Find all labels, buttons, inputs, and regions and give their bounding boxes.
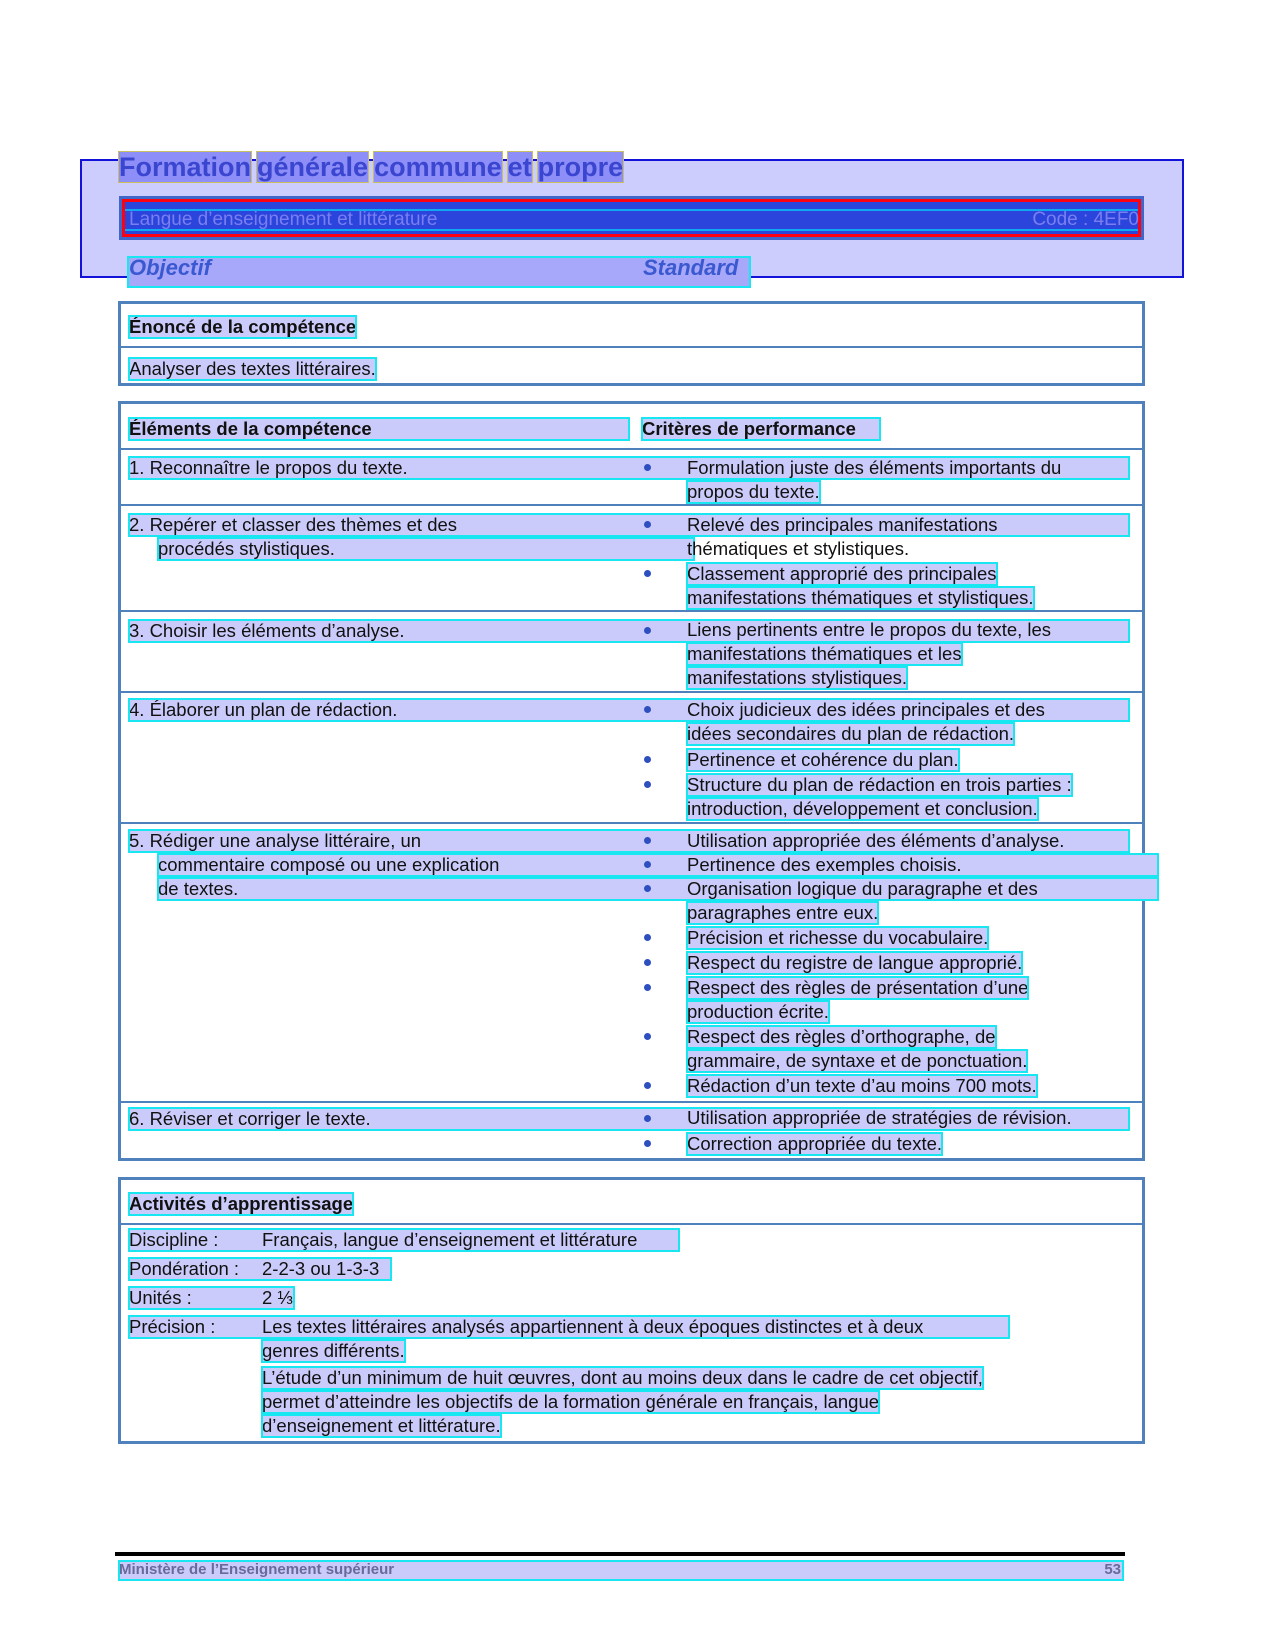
precision-text: L’étude d’un minimum de huit œuvres, dont au moins deux dans le cadre de cet objectif,	[262, 1367, 983, 1388]
criterion: Formulation juste des éléments importants du	[687, 457, 1062, 478]
criterion: Liens pertinents entre le propos du texte, les	[687, 619, 1052, 640]
units-value: 2 ⅓	[262, 1287, 293, 1308]
criterion: Structure du plan de rédaction en trois parties :	[687, 774, 1072, 795]
bullet-icon	[644, 1082, 651, 1089]
divider	[121, 448, 1142, 450]
bullet-icon	[644, 959, 651, 966]
precision-text: genres différents.	[262, 1340, 405, 1361]
units-label: Unités :	[129, 1287, 192, 1308]
footer	[119, 1561, 1123, 1580]
title-word: commune	[374, 152, 502, 182]
units-row	[129, 1287, 294, 1309]
bullet-icon	[644, 984, 651, 991]
element-2-cont: procédés stylistiques.	[158, 538, 694, 560]
discipline-value: Français, langue d’enseignement et littérature	[262, 1229, 638, 1250]
precision-text: d’enseignement et littérature.	[262, 1415, 501, 1436]
element-6: 6. Réviser et corriger le texte.	[129, 1108, 1129, 1130]
bullet-icon	[644, 627, 651, 634]
precision-row	[129, 1316, 1009, 1338]
criterion: Respect du registre de langue approprié.	[687, 952, 1023, 973]
column-header-criteria: Critères de performance	[642, 418, 880, 440]
element-4: 4. Élaborer un plan de rédaction.	[129, 699, 1129, 721]
title-word: et	[507, 152, 532, 182]
competence-statement: Analyser des textes littéraires.	[129, 358, 376, 379]
criterion: Pertinence des exemples choisis.	[687, 854, 962, 875]
criterion: propos du texte.	[687, 481, 820, 502]
element-5: 5. Rédiger une analyse littéraire, un	[129, 830, 1129, 852]
weighting-row	[129, 1258, 391, 1280]
footer-ministry: Ministère de l’Enseignement supérieur	[119, 1561, 395, 1578]
bullet-icon	[644, 1140, 651, 1147]
criterion: paragraphes entre eux.	[687, 902, 879, 923]
criterion: Rédaction d’un texte d’au moins 700 mots.	[687, 1075, 1037, 1096]
title-word: générale	[257, 152, 369, 182]
title-word: Formation	[119, 152, 251, 182]
standard-label: Standard	[643, 255, 739, 280]
element-2: 2. Repérer et classer des thèmes et des	[129, 514, 1129, 536]
divider	[121, 1223, 1142, 1225]
element-5-cont: commentaire composé ou une explication	[158, 854, 1158, 876]
criterion: Classement approprié des principales	[687, 563, 997, 584]
criterion: Organisation logique du paragraphe et des	[687, 878, 1038, 899]
bullet-icon	[644, 885, 651, 892]
weighting-label: Pondération :	[129, 1258, 240, 1279]
criterion: production écrite.	[687, 1001, 829, 1022]
criterion: Correction appropriée du texte.	[687, 1133, 943, 1154]
criterion: introduction, développement et conclusion.	[687, 798, 1038, 819]
criterion: Relevé des principales manifestations	[687, 514, 998, 535]
element-1: 1. Reconnaître le propos du texte.	[129, 457, 1129, 479]
criterion: Respect des règles de présentation d’une	[687, 977, 1029, 998]
learning-activities-box	[118, 1177, 1145, 1444]
criterion: manifestations thématiques et les	[687, 643, 962, 664]
precision-label: Précision :	[129, 1316, 216, 1337]
bullet-icon	[644, 934, 651, 941]
column-header-elements: Éléments de la compétence	[129, 418, 629, 440]
bullet-icon	[644, 570, 651, 577]
bullet-icon	[644, 861, 651, 868]
code-value: 4EF0	[1093, 209, 1139, 230]
divider	[121, 1101, 1142, 1103]
criterion: Précision et richesse du vocabulaire.	[687, 927, 989, 948]
divider	[121, 610, 1142, 612]
divider	[121, 504, 1142, 506]
criterion: Choix judicieux des idées principales et des	[687, 699, 1045, 720]
divider	[121, 691, 1142, 693]
bullet-icon	[644, 1033, 651, 1040]
discipline-name: Langue d’enseignement et littérature	[129, 209, 438, 230]
precision-text: Les textes littéraires analysés appartiennent à deux époques distinctes et à deux	[262, 1316, 924, 1337]
divider	[121, 822, 1142, 824]
criterion: idées secondaires du plan de rédaction.	[687, 723, 1015, 744]
bullet-icon	[644, 521, 651, 528]
criterion: Utilisation appropriée de stratégies de révision.	[687, 1107, 1072, 1128]
criterion: Utilisation appropriée des éléments d’analyse.	[687, 830, 1065, 851]
activities-heading: Activités d’apprentissage	[129, 1193, 354, 1214]
discipline-label: Discipline :	[129, 1229, 219, 1250]
page-number: 53	[1104, 1561, 1121, 1578]
divider	[121, 346, 1142, 348]
bullet-icon	[644, 1115, 651, 1122]
competence-heading: Énoncé de la compétence	[129, 316, 357, 337]
bullet-icon	[644, 837, 651, 844]
weighting-value: 2-2-3 ou 1-3-3	[262, 1258, 380, 1279]
objective-label: Objectif	[129, 255, 211, 280]
element-3: 3. Choisir les éléments d’analyse.	[129, 620, 1129, 642]
title-word: propre	[537, 152, 624, 182]
criterion: manifestations stylistiques.	[687, 667, 908, 688]
course-code	[1032, 209, 1139, 231]
bullet-icon	[644, 464, 651, 471]
bullet-icon	[644, 756, 651, 763]
competence-box	[118, 301, 1145, 386]
criterion: thématiques et stylistiques.	[687, 538, 910, 559]
precision-text: permet d’atteindre les objectifs de la formation générale en français, langue	[262, 1391, 880, 1412]
footer-rule	[115, 1552, 1125, 1556]
elements-criteria-table	[118, 401, 1145, 1161]
code-label: Code :	[1032, 209, 1089, 230]
element-5-cont: de textes.	[158, 878, 1158, 900]
criterion: grammaire, de syntaxe et de ponctuation.	[687, 1050, 1028, 1071]
criterion: manifestations thématiques et stylistiques.	[687, 587, 1034, 608]
discipline-row	[129, 1229, 679, 1251]
criterion: Respect des règles d’orthographe, de	[687, 1026, 996, 1047]
criterion: Pertinence et cohérence du plan.	[687, 749, 959, 770]
bullet-icon	[644, 706, 651, 713]
page-title	[119, 152, 629, 183]
bullet-icon	[644, 781, 651, 788]
